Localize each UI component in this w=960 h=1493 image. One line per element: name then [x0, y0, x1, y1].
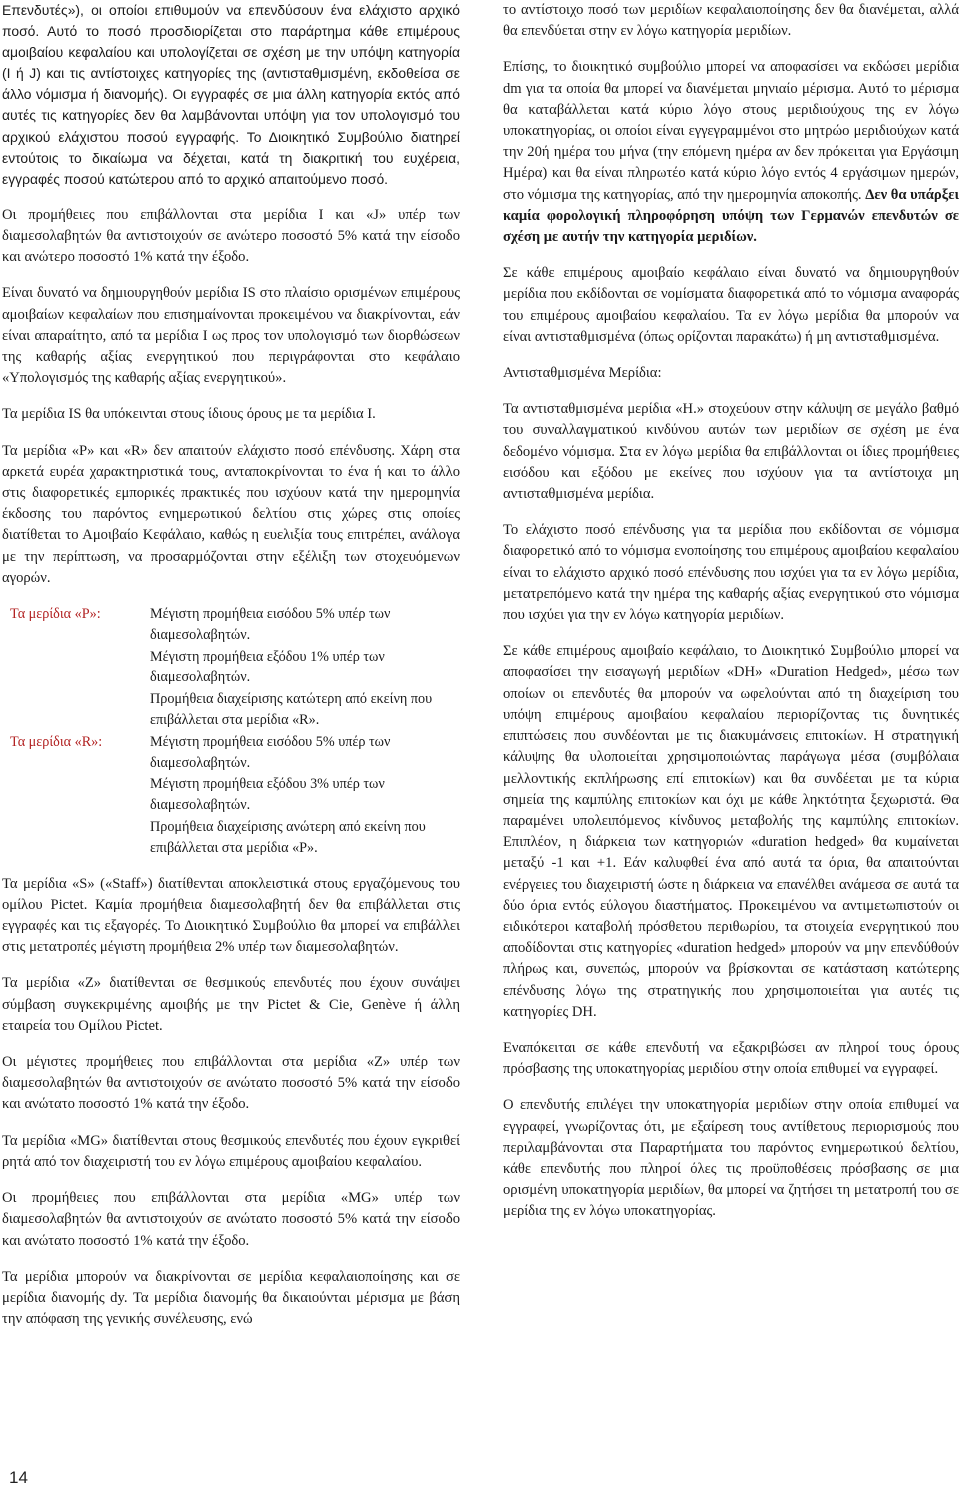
- german-tax-note: Δεν θα υπάρξει καμία φορολογική πληροφόρηση υπόψη των Γερμανών επενδυτών σε σχέση με αυτήν την κατηγορία μεριδίων.: [503, 186, 959, 246]
- paragraph-mg-shares: Τα μερίδια «MG» διατίθενται στους θεσμικούς επενδυτές που έχουν εγκριθεί ρητά από τον διαχειριστή του εν λόγω επιμέρους αμοιβαίου κεφαλαίου.: [2, 1132, 460, 1170]
- paragraph-z-fees: Οι μέγιστες προμήθειες που επιβάλλονται στα μερίδια «Z» υπέρ των διαμεσολαβητών θα αντιστοιχούν σε ανώτατο ποσοστό 5% κατά την είσοδο και ανώτατο ποσοστό 1% κατά την έξοδο.: [2, 1054, 460, 1113]
- paragraph-distribution: Τα μερίδια μπορούν να διακρίνονται σε μερίδια κεφαλαιοποίησης και σε μερίδια διανομής dy. Τα μερίδια διανομής θα δικαιούνται μέρισμα με βάση την απόφαση της γενικής συνέλευσης, ενώ: [2, 1268, 460, 1328]
- fee-item: Μέγιστη προμήθεια εισόδου 5% υπέρ των διαμεσολαβητών.: [150, 606, 391, 643]
- fee-label-r: Τα μερίδια «R»:: [10, 733, 103, 750]
- fee-label-p: Τα μερίδια «P»:: [10, 606, 101, 623]
- fee-table: [2, 604, 460, 860]
- paragraph-duration-hedged: Σε κάθε επιμέρους αμοιβαίο κεφάλαιο, το Διοικητικό Συμβούλιο μπορεί να αποφασίσει την εισαγωγή μεριδίων «DH» «Duration Hedged», μέσω των οποίων οι επενδυτές θα μπορούν να ωφελούνται από τη διαχείριση του υπόψη επιμέρους αμοιβαίου κεφαλαίου περιορίζοντας τις δυνητικές επιπτώσεις που συνδέονται με τις διακυμάνσεις επιτοκίων. Η στρατηγική κάλυψης θα υλοποιείται χρησιμοποιώντας παράγωγα μέσα (συμβόλαια μελλοντικής εκπλήρωσης επί επιτοκίων) και θα συνδέεται με τα κύρια σημεία της καμπύλης επιτοκίων και όχι με κάθε ληκτότητα ξεχωριστά. Θα παραμένει υπολειπόμενος κίνδυνος μεταβολής της καμπύλης επιτοκίων. Επιπλέον, η διάρκεια των κατηγοριών «duration hedged» θα κυμαίνεται μεταξύ -1 και +1. Εάν καλυφθεί ένα από αυτά τα όρια, θα απαιτούνται ενέργειες του διαχειριστή ώστε η διάρκεια να επανέλθει ανάμεσα σε αυτά τα δύο όρια εντός εύλογου διαστήματος. Προκειμένου να αντιμετωπιστούν οι ειδικότεροι καταβολή πρόσθετου περιθωρίου, τα στοιχεία ενεργητικού που αποδίδονται στις κατηγορίες «duration hedged» μπορούν να μην επενδύθούν πλήρως και, συνεπώς, μπορούν να βρίσκονται σε κατάσταση κατώτερης επένδυσης λόγω της στρατηγικής που χρησιμοποιείται για αυτές τις κατηγορίες DH.: [503, 643, 959, 1020]
- fee-item: Προμήθεια διαχείρισης κατώτερη από εκείνη που επιβάλλεται στα μερίδια «R».: [150, 691, 433, 729]
- paragraph-currencies: Σε κάθε επιμέρους αμοιβαίο κεφάλαιο είναι δυνατό να δημιουργηθούν μερίδια που εκδίδονται σε νομίσματα διαφορετικά από το νόμισμα αναφοράς του επιμέρους αμοιβαίου κεφαλαίου. Τα εν λόγω μερίδια θα μπορούν να είναι αντισταθμισμένα (όπως ορίζονται παρακάτω) ή μη αντισταθμισμένα.: [503, 265, 959, 345]
- paragraph-initial-minimum: Επενδυτές»), οι οποίοι επιθυμούν να επενδύσουν ένα ελάχιστο αρχικό ποσό. Αυτό το ποσό προσδιορίζεται στο παράρτημα κάθε επιμέρους αμοιβαίου κεφαλαίου και υπολογίζεται σε σχέση με την υπόψη κατηγορία (Ι ή J) και τις αντίστοιχες κατηγορίες της (αντισταθμισμένη, εκδοθείσα σε άλλο νόμισμα ή διανομής). Οι εγγραφές σε μια άλλη κατηγορία εκτός από αυτές τις κατηγορίες δεν θα λαμβάνονται υπόψη για τον υπολογισμό του αρχικού ελάχιστου ποσού εγγραφής. Το Διοικητικό Συμβούλιο διατηρεί εντούτοις το δικαίωμα να δέχεται, κατά τη διακριτική του ευχέρεια, εγγραφές ποσού κατώτερου από το αρχικό απαιτούμενο ποσό.: [2, 2, 460, 187]
- paragraph-investor-check: Εναπόκειται σε κάθε επενδυτή να εξακριβώσει αν πληροί τους όρους πρόσβασης της υποκατηγορίας μεριδίου στην οποία επιθυμεί να εγγραφεί.: [503, 1039, 959, 1078]
- paragraph-is-conditions: Τα μερίδια IS θα υπόκεινται στους ίδιους όρους με τα μερίδια I.: [2, 406, 376, 423]
- paragraph-dm-shares: [503, 57, 959, 248]
- fee-item: Μέγιστη προμήθεια εξόδου 1% υπέρ των διαμεσολαβητών.: [150, 648, 385, 686]
- paragraph-i-j-fees: Οι προμήθειες που επιβάλλονται στα μερίδια I και «J» υπέρ των διαμεσολαβητών θα αντιστοιχούν σε ανώτερο ποσοστό 5% κατά την είσοδο και ανώτερο ποσοστό 1% κατά την έξοδο.: [2, 206, 460, 266]
- page-number: 14: [9, 1468, 28, 1487]
- paragraph-minimum-currency: Το ελάχιστο ποσό επένδυσης για τα μερίδια που εκδίδονται σε νόμισμα διαφορετικό από το νόμισμα ενοποίησης του επιμέρους αμοιβαίου κεφαλαίου είναι το ελάχιστο αρχικό ποσό επένδυσης που ισχύει για τα εν λόγω μερίδια, μετατρεπόμενο κατά την ημέρα της καθαρής αξίας ενεργητικού στο νόμισμα που ισχύει για την εν λόγω κατηγορία μεριδίων.: [503, 522, 959, 624]
- paragraph-hedged-shares: Τα αντισταθμισμένα μερίδια «H.» στοχεύουν στην κάλυψη σε μεγάλο βαθμό του συναλλαγματικού κινδύνου αυτών των μεριδίων σε σχέση με ένα δεδομένο νόμισμα. Στα εν λόγω μερίδια θα επιβάλλονται οι ίδιες προμήθειες εισόδου και εξόδου με εκείνες που ισχύουν για τα αντίστοιχα μη αντισταθμισμένα μερίδια.: [503, 401, 959, 503]
- fee-row-r: [2, 732, 460, 860]
- fee-item: Μέγιστη προμήθεια εισόδου 5% υπέρ των διαμεσολαβητών.: [150, 733, 391, 771]
- paragraph-mg-fees: Οι προμήθειες που επιβάλλονται στα μερίδια «MG» υπέρ των διαμεσολαβητών θα αντιστοιχούν σε ανώτατο ποσοστό 5% κατά την είσοδο και ανώτατο ποσοστό 1% κατά την έξοδο.: [2, 1190, 460, 1249]
- paragraph-conversion: Ο επενδυτής επιλέγει την υποκατηγορία μεριδίων στην οποία επιθυμεί να εγγραφεί, γνωρίζοντας ότι, με εξαίρεση τους αντίθετους περιορισμούς που περιλαμβάνονται στα Παραρτήματα του παρόντος ενημερωτικού δελτίου, κάθε επενδυτής που πληροί όλες τις προϋποθέσεις πρόσβασης σε μια ορισμένη υποκατηγορία μεριδίων, θα μπορεί να ζητήσει τη μετατροπή του σε μερίδια της εν λόγω υποκατηγορίας.: [503, 1097, 959, 1220]
- paragraph-s-shares: Τα μερίδια «S» («Staff») διατίθενται αποκλειστικά στους εργαζόμενους του ομίλου Pictet. Καμία προμήθεια διαμεσολαβητή δεν θα επιβάλλεται στις εγγραφές και τις εξαγορές. Το Διοικητικό Συμβούλιο θα μπορεί να επιβάλλει στις μετατροπές μέγιστη προμήθεια 2% υπέρ των διαμεσολαβητών.: [2, 875, 460, 956]
- fee-items-p: [150, 604, 460, 732]
- dm-text: Επίσης, το διοικητικό συμβούλιο μπορεί να αποφασίσει να εκδώσει μερίδια dm για τα οποία θα μπορεί να διανέμεται μηνιαίο μέρισμα. Αυτό το μέρισμα θα καταβάλλεται κατά κύριο λόγο στους μεριδιούχους της εν λόγω υποκατηγορίας, οι οποίοι είναι εγγεγραμμένοι στο μητρώο μεριδιούχων κατά την 20ή ημέρα του μήνα (την επόμενη ημέρα αν δεν πρόκειται για Εργάσιμη Ημέρα) και θα είναι πληρωτέο κατά κύριο λόγο εντός 4 εργάσιμων ημερών, στο νόμισμα της κατηγορίας, από την ημερομηνία αποκοπής.: [503, 59, 959, 203]
- paragraph-is-shares: Είναι δυνατό να δημιουργηθούν μερίδια IS στο πλαίσιο ορισμένων επιμέρους αμοιβαίων κεφαλαίων που επισημαίνονται προκειμένου να διακρίνονται, εάν είναι απαραίτητο, από τα μερίδια I ως προς τον υπολογισμό των διορθώσεων της καθαρής αξίας ενεργητικού που περιγράφονται στο κεφάλαιο «Υπολογισμός της καθαρής αξίας ενεργητικού».: [2, 285, 460, 387]
- right-column: [503, 0, 959, 1238]
- left-column: [2, 0, 460, 1345]
- paragraph-capitalisation: το αντίστοιχο ποσό των μεριδίων κεφαλαιοποίησης δεν θα διανέμεται, αλλά θα επενδύεται στην εν λόγω κατηγορία μεριδίων.: [503, 2, 959, 40]
- fee-item: Μέγιστη προμήθεια εξόδου 3% υπέρ των διαμεσολαβητών.: [150, 776, 385, 814]
- fee-items-r: [150, 732, 460, 860]
- section-heading-hedged: Αντισταθμισμένα Μερίδια:: [503, 365, 662, 382]
- paragraph-z-shares: Τα μερίδια «Z» διατίθενται σε θεσμικούς επενδυτές που έχουν συνάψει σύμβαση συγκεκριμένης αμοιβής με την Pictet & Cie, Genève ή άλλη εταιρεία του Ομίλου Pictet.: [2, 975, 460, 1034]
- fee-row-p: [2, 604, 460, 732]
- paragraph-p-r-shares: Τα μερίδια «P» και «R» δεν απαιτούν ελάχιστο ποσό επένδυσης. Χάρη στα αρκετά ευρέα χαρακτηριστικά τους, ανταποκρίνονται το ένα ή και το άλλο στις διαφορετικές εμπορικές πρακτικές που ισχύουν κατά την ημερομηνία έκδοσης του παρόντος ενημερωτικού δελτίου στις χώρες στις οποίες διατίθεται το Αμοιβαίο Κεφάλαιο, καθώς η ευελιξία τους επιτρέπει, ανάλογα με την περίπτωση, να προσαρμόζονται στην εξέλιξη των στοχευόμενων αγορών.: [2, 442, 460, 586]
- fee-item: Προμήθεια διαχείρισης ανώτερη από εκείνη που επιβάλλεται στα μερίδια «P».: [150, 819, 426, 856]
